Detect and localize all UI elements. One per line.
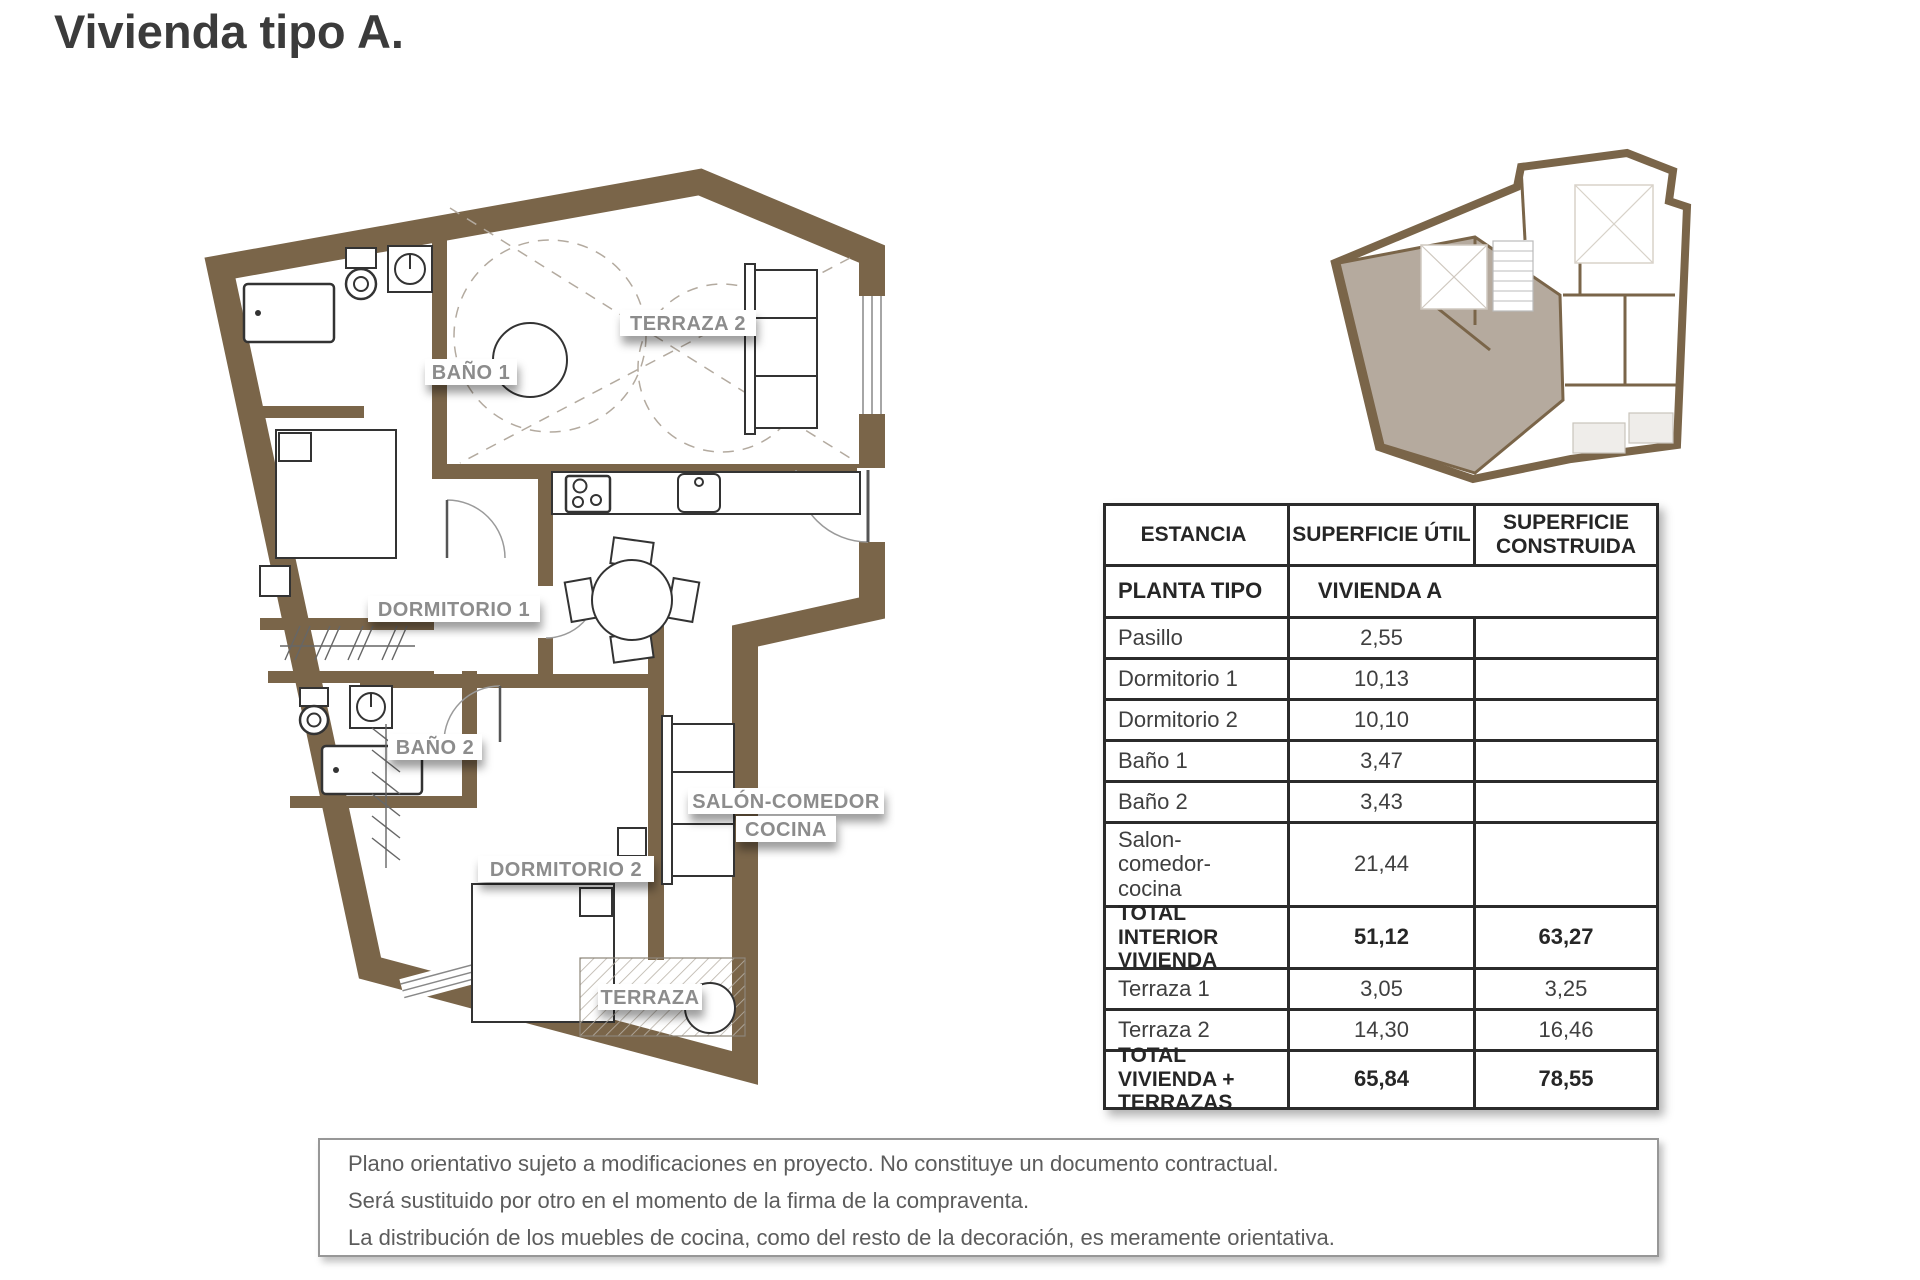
table-row: [1106, 1008, 1656, 1049]
row-name: Salon-comedor-cocina: [1118, 826, 1211, 901]
row-util: 3,43: [1287, 783, 1473, 821]
header-estancia: ESTANCIA: [1140, 523, 1247, 547]
mini-stairs-icon: [1493, 241, 1533, 311]
row-name: Baño 1: [1118, 747, 1188, 773]
row-util: 3,05: [1287, 970, 1473, 1008]
header-superficie-construida: SUPERFICIE CONSTRUIDA: [1473, 506, 1656, 564]
row-util: 14,30: [1287, 1011, 1473, 1049]
row-name: Dormitorio 2: [1118, 706, 1238, 732]
row-name: Baño 2: [1118, 788, 1188, 814]
row-util: 10,13: [1287, 660, 1473, 698]
label-dormitorio2: DORMITORIO 2: [489, 859, 643, 881]
label-bano2: BAÑO 2: [395, 737, 475, 759]
row-name: Pasillo: [1118, 624, 1183, 650]
label-terraza: TERRAZA: [600, 987, 700, 1009]
row-name: Terraza 2: [1118, 1016, 1210, 1042]
subheader-value-text: VIVIENDA A: [1317, 578, 1443, 604]
table-row: [1106, 698, 1656, 739]
table-header-row: [1106, 506, 1656, 564]
label-dormitorio1: DORMITORIO 1: [377, 599, 531, 621]
disclaimer-line: La distribución de los muebles de cocina, como del resto de la decoración, es meramente orientativa.: [348, 1225, 1335, 1250]
row-name: Dormitorio 1: [1118, 665, 1238, 691]
row-util: 10,10: [1287, 701, 1473, 739]
header-superficie-util: SUPERFICIE ÚTIL: [1287, 506, 1473, 564]
disclaimer-line: Será sustituido por otro en el momento de la firma de la compraventa.: [348, 1188, 1030, 1213]
row-built: 78,55: [1473, 1052, 1656, 1107]
row-name: TOTAL INTERIOR VIVIENDA: [1118, 902, 1219, 973]
row-util: 51,12: [1287, 908, 1473, 967]
bathtub-icon: [244, 284, 334, 342]
row-util: 3,47: [1287, 742, 1473, 780]
row-built: [1473, 619, 1656, 657]
row-built: 16,46: [1473, 1011, 1656, 1049]
disclaimer-box: [318, 1138, 1659, 1257]
floor-plan: [200, 168, 895, 1103]
row-built: [1473, 783, 1656, 821]
kitchen-sink-icon: [678, 474, 720, 512]
sink2-icon: [350, 686, 392, 728]
table-total-interior-row: [1106, 902, 1656, 973]
row-built: [1473, 660, 1656, 698]
table-row: [1106, 780, 1656, 821]
toilet2-icon: [300, 688, 328, 734]
row-util: 21,44: [1287, 824, 1473, 905]
row-util: 65,84: [1287, 1052, 1473, 1107]
page-title: Vivienda tipo A.: [54, 5, 404, 58]
row-built: [1473, 742, 1656, 780]
table-subheader-row: [1106, 564, 1656, 616]
subheader-value: [1287, 567, 1656, 616]
terraza2-sofa-icon: [745, 264, 817, 434]
label-salon-line1: SALÓN-COMEDOR: [692, 791, 880, 813]
disclaimer-line: Plano orientativo sujeto a modificaciones en proyecto. No constituye un documento contractual.: [348, 1151, 1279, 1176]
table-row: [1106, 739, 1656, 780]
label-salon-line2: COCINA: [745, 819, 827, 841]
surfaces-table: [1103, 503, 1659, 1115]
table-row: [1106, 821, 1656, 905]
row-name: TOTAL VIVIENDA + TERRAZAS: [1118, 1044, 1235, 1115]
table-row: [1106, 657, 1656, 698]
table-grand-total-row: [1106, 1044, 1656, 1115]
overview-key-plan: [1325, 145, 1700, 495]
toilet-icon: [346, 248, 376, 299]
table-row: [1106, 967, 1656, 1008]
table-row: [1106, 616, 1656, 657]
stove-icon: [566, 476, 610, 512]
sink-icon: [388, 246, 432, 292]
subheader-label: PLANTA TIPO: [1118, 578, 1263, 604]
row-built: [1473, 701, 1656, 739]
row-built: 3,25: [1473, 970, 1656, 1008]
row-built: 63,27: [1473, 908, 1656, 967]
row-name: Terraza 1: [1118, 975, 1210, 1001]
row-util: 2,55: [1287, 619, 1473, 657]
row-built: [1473, 824, 1656, 905]
label-terraza2: TERRAZA 2: [630, 313, 746, 335]
label-bano1: BAÑO 1: [431, 362, 511, 384]
